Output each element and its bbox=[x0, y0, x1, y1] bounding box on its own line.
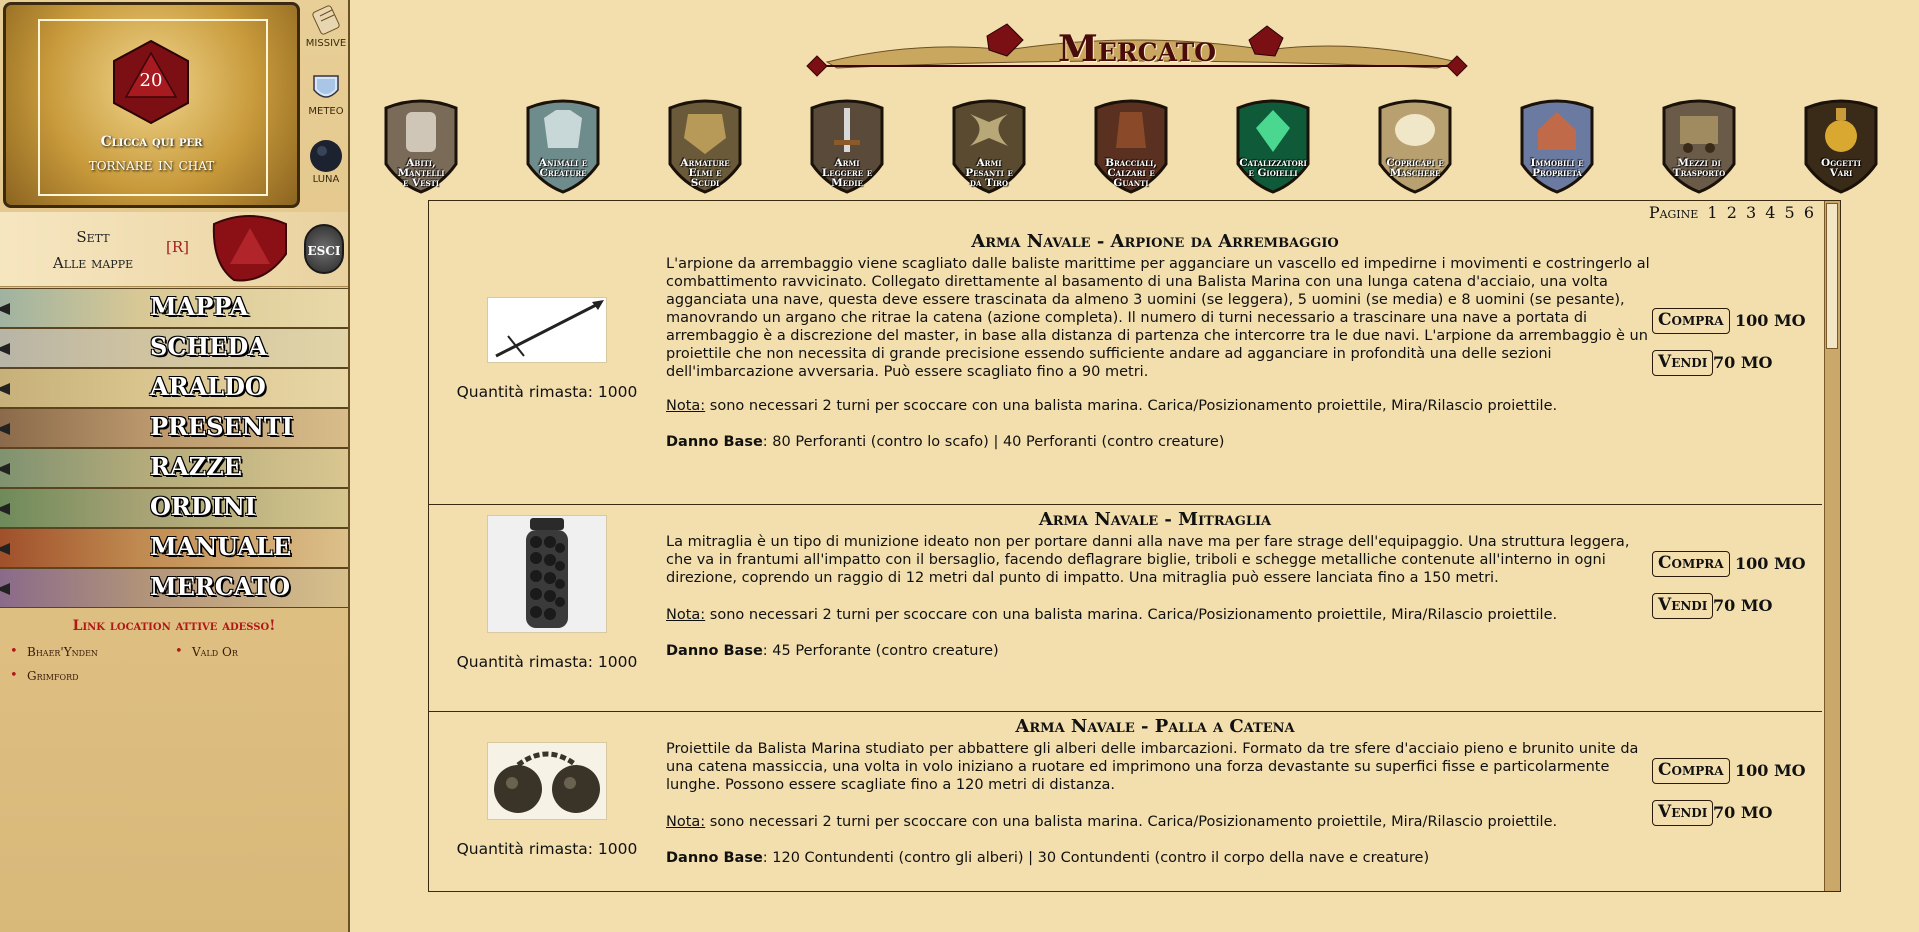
location-link[interactable]: • Grimford bbox=[27, 669, 79, 683]
item-note bbox=[666, 607, 1651, 623]
category-label: Animali e Creature bbox=[538, 157, 588, 179]
category-label: Oggetti Vari bbox=[1821, 157, 1861, 179]
category-label: Copricapi e Maschere bbox=[1386, 157, 1444, 179]
scrollbar[interactable] bbox=[1824, 201, 1840, 891]
category-label: Bracciali, Calzari e Guanti bbox=[1105, 157, 1157, 189]
arrow-left-icon bbox=[0, 303, 12, 315]
house-icon bbox=[1518, 98, 1596, 194]
item-damage bbox=[666, 643, 1651, 659]
buy-button[interactable]: Compra bbox=[1652, 758, 1730, 784]
buy-price: 100 MO bbox=[1735, 311, 1806, 330]
luna-label: LUNA bbox=[312, 174, 340, 185]
page-link-3[interactable]: 3 bbox=[1745, 203, 1757, 222]
category-oggetti[interactable] bbox=[1802, 98, 1880, 194]
category-copricapi[interactable] bbox=[1376, 98, 1454, 194]
item-damage bbox=[666, 434, 1651, 450]
svg-text:20: 20 bbox=[139, 70, 163, 91]
item-note bbox=[666, 398, 1651, 414]
item-note bbox=[666, 814, 1651, 830]
category-catalizzatori[interactable] bbox=[1234, 98, 1312, 194]
chat-box-line2: tornare in chat bbox=[88, 155, 215, 175]
r-link[interactable]: [R] bbox=[166, 238, 189, 256]
settings-row bbox=[0, 212, 348, 287]
sell-button[interactable]: Vendi bbox=[1652, 350, 1713, 376]
menu-item-label: MAPPA bbox=[150, 292, 249, 321]
item-quantity: Quantità rimasta: 1000 bbox=[456, 653, 638, 671]
damage-text: : 120 Contundenti (contro gli alberi) | 30 Contundenti (contro il corpo della nave e creature) bbox=[762, 850, 1430, 866]
sidebar bbox=[0, 0, 350, 932]
note-text: sono necessari 2 turni per scoccare con una balista marina. Carica/Posizionamento proiettile, Mira/Rilascio proiettile. bbox=[705, 814, 1558, 830]
item-quantity: Quantità rimasta: 1000 bbox=[456, 840, 638, 858]
mask-icon bbox=[1376, 98, 1454, 194]
harpoon-icon bbox=[488, 298, 606, 362]
sett-line2: Alle mappe bbox=[52, 254, 134, 272]
menu-item-razze[interactable] bbox=[0, 448, 348, 488]
arrow-left-icon bbox=[0, 423, 12, 435]
category-label: Abiti, Mantelli e Vesti bbox=[397, 157, 445, 189]
category-armature[interactable] bbox=[666, 98, 744, 194]
buy-price: 100 MO bbox=[1735, 554, 1806, 573]
category-label: Armi Pesanti e da Tiro bbox=[965, 157, 1013, 189]
item-image bbox=[487, 515, 607, 633]
item-list bbox=[428, 200, 1841, 892]
category-animali[interactable] bbox=[524, 98, 602, 194]
category-label: Catalizzatori e Gioielli bbox=[1239, 157, 1307, 179]
sell-button[interactable]: Vendi bbox=[1652, 800, 1713, 826]
main-content bbox=[352, 0, 1919, 932]
carriage-icon bbox=[1660, 98, 1738, 194]
menu-item-mappa[interactable] bbox=[0, 288, 348, 328]
main-menu bbox=[0, 288, 348, 608]
note-label: Nota: bbox=[666, 814, 706, 830]
weather-icon bbox=[308, 70, 344, 106]
arrow-left-icon bbox=[0, 543, 12, 555]
item-quantity: Quantità rimasta: 1000 bbox=[456, 383, 638, 401]
arrow-left-icon bbox=[0, 383, 12, 395]
item-description: L'arpione da arrembaggio viene scagliato dalle baliste marittime per agganciare un vascello ed impedirne i movimenti e costringerlo al combattimento ravvicinato. Collegato direttamente al basamento di una Balista Marina con una lunga catena d'acciaio, una volta agganciata una nave, questa deve essere trascinata da almeno 3 uomini (se leggera), 5 uomini (se media) e 8 uomini (se pesante), manovrando un argano che ritrae la catena (azione completa). Il numero di turni necessario a trascinare una nave a portata di arrembaggio è a discrezione del master, in base alla distanza di partenza che intercorre tra le due navi. L'arpione da arrembaggio è un proiettile che non necessita di grande precisione essendo sufficiente andare ad agganciare in profondità una delle sezioni dell'imbarcazione avversaria. Può essere scagliato fino a 90 metri. bbox=[666, 256, 1650, 380]
item-name: Arma Navale - Arpione da Arrembaggio bbox=[971, 231, 1339, 252]
page-link-4[interactable]: 4 bbox=[1765, 203, 1776, 222]
menu-item-label: ORDINI bbox=[150, 492, 257, 521]
sell-price: 70 MO bbox=[1713, 353, 1773, 372]
menu-item-presenti[interactable] bbox=[0, 408, 348, 448]
menu-item-mercato[interactable] bbox=[0, 568, 348, 608]
menu-item-ordini[interactable] bbox=[0, 488, 348, 528]
side-icons bbox=[302, 0, 350, 210]
scrollbar-thumb[interactable] bbox=[1826, 203, 1838, 349]
category-label: Armi Leggere e Medie bbox=[821, 157, 873, 189]
arrow-left-icon bbox=[0, 343, 12, 355]
item-image bbox=[487, 297, 607, 363]
grapeshot-icon bbox=[488, 516, 606, 632]
luna-link[interactable] bbox=[302, 138, 350, 185]
menu-item-scheda[interactable] bbox=[0, 328, 348, 368]
menu-item-label: PRESENTI bbox=[150, 412, 293, 441]
category-label: Armature Elmi e Scudi bbox=[680, 157, 730, 189]
wolf-icon bbox=[524, 98, 602, 194]
exit-button[interactable]: ESCI bbox=[304, 224, 344, 274]
damage-label: Danno Base bbox=[666, 850, 763, 866]
item-description: La mitraglia è un tipo di munizione ideato non per portare danni alla nave ma per fare strage dell'equipaggio. Una struttura leggera, che va in frantumi all'impatto con il bersaglio, facendo deflagrare biglie, triboli e schegge metalliche contenute all'interno in ogni direzione, coprendo un raggio di 12 metri dal punto di impatto. Una mitraglia può essere lanciata fino a 150 metri. bbox=[666, 534, 1630, 586]
buy-button[interactable]: Compra bbox=[1652, 308, 1730, 334]
return-to-chat-button[interactable] bbox=[3, 2, 300, 208]
buy-button[interactable]: Compra bbox=[1652, 551, 1730, 577]
market-item bbox=[429, 201, 1822, 505]
category-armi-leggere[interactable] bbox=[808, 98, 886, 194]
category-mezzi[interactable] bbox=[1660, 98, 1738, 194]
item-name: Arma Navale - Mitraglia bbox=[1038, 509, 1272, 530]
location-link[interactable]: • Vald Or bbox=[192, 645, 238, 659]
item-name: Arma Navale - Palla a Catena bbox=[1015, 716, 1295, 737]
location-link[interactable]: • Bhaer'Ynden bbox=[27, 645, 98, 659]
category-bar bbox=[382, 98, 1882, 194]
market-item bbox=[429, 712, 1822, 892]
category-armi-pesanti[interactable] bbox=[950, 98, 1028, 194]
category-abiti[interactable] bbox=[382, 98, 460, 194]
damage-text: : 80 Perforanti (contro lo scafo) | 40 Perforanti (contro creature) bbox=[762, 434, 1225, 450]
note-label: Nota: bbox=[666, 607, 706, 623]
damage-label: Danno Base bbox=[666, 434, 763, 450]
d20-die-icon bbox=[110, 39, 192, 125]
sett-line1: Sett bbox=[76, 228, 110, 246]
scroll-icon bbox=[308, 2, 344, 38]
item-image bbox=[487, 742, 607, 820]
sett-alle-mappe-link[interactable] bbox=[38, 224, 148, 276]
menu-item-araldo[interactable] bbox=[0, 368, 348, 408]
sell-price: 70 MO bbox=[1713, 803, 1773, 822]
category-label: Immobili e Proprietà bbox=[1530, 157, 1584, 179]
damage-text: : 45 Perforante (contro creature) bbox=[762, 643, 999, 659]
page-link-2[interactable]: 2 bbox=[1726, 203, 1737, 222]
arrow-left-icon bbox=[0, 463, 12, 475]
category-immobili[interactable] bbox=[1518, 98, 1596, 194]
menu-item-label: MERCATO bbox=[150, 572, 290, 601]
menu-item-label: ARALDO bbox=[150, 372, 266, 401]
d20-shield-icon bbox=[204, 214, 294, 286]
note-text: sono necessari 2 turni per scoccare con una balista marina. Carica/Posizionamento proiettile, Mira/Rilascio proiettile. bbox=[705, 398, 1558, 414]
potion-icon bbox=[1802, 98, 1880, 194]
category-bracciali[interactable] bbox=[1092, 98, 1170, 194]
note-text: sono necessari 2 turni per scoccare con una balista marina. Carica/Posizionamento proiettile, Mira/Rilascio proiettile. bbox=[705, 607, 1558, 623]
item-description: Proiettile da Balista Marina studiato per abbattere gli alberi delle imbarcazioni. Formato da tre sfere d'acciaio pieno e brunito unite da una catena massiccia, una volta in volo iniziano a ruotare ed imprimono una forza devastante su superfici fisse e particolarmente lunghe. Possono essere scagliate fino a 120 metri di distanza. bbox=[666, 741, 1639, 793]
arrow-left-icon bbox=[0, 503, 12, 515]
page-title: Mercato bbox=[1058, 28, 1216, 70]
pagination-label: Pagine bbox=[1648, 203, 1699, 222]
active-locations-title: Link location attive adesso! bbox=[72, 618, 276, 634]
chain-shot-icon bbox=[488, 743, 606, 819]
gem-icon bbox=[1234, 98, 1312, 194]
page-link-1[interactable]: 1 bbox=[1707, 203, 1718, 222]
meteo-label: METEO bbox=[308, 106, 344, 117]
menu-item-label: MANUALE bbox=[150, 532, 292, 561]
page-link-5[interactable]: 5 bbox=[1784, 203, 1795, 222]
market-banner bbox=[797, 10, 1477, 82]
missive-label: MISSIVE bbox=[305, 38, 347, 49]
menu-item-manuale[interactable] bbox=[0, 528, 348, 568]
buy-price: 100 MO bbox=[1735, 761, 1806, 780]
moon-icon bbox=[308, 138, 344, 174]
meteo-link[interactable] bbox=[302, 70, 350, 117]
category-label: Mezzi di Trasporto bbox=[1672, 157, 1726, 179]
market-item bbox=[429, 505, 1822, 712]
arrow-left-icon bbox=[0, 583, 12, 595]
item-damage bbox=[666, 850, 1651, 866]
menu-item-label: RAZZE bbox=[150, 452, 242, 481]
note-label: Nota: bbox=[666, 398, 706, 414]
missive-link[interactable] bbox=[302, 2, 350, 49]
chat-box-line1: Clicca qui per bbox=[100, 134, 203, 150]
damage-label: Danno Base bbox=[666, 643, 763, 659]
menu-item-label: SCHEDA bbox=[150, 332, 267, 361]
sell-price: 70 MO bbox=[1713, 596, 1773, 615]
sell-button[interactable]: Vendi bbox=[1652, 593, 1713, 619]
page-link-6[interactable]: 6 bbox=[1803, 203, 1814, 222]
